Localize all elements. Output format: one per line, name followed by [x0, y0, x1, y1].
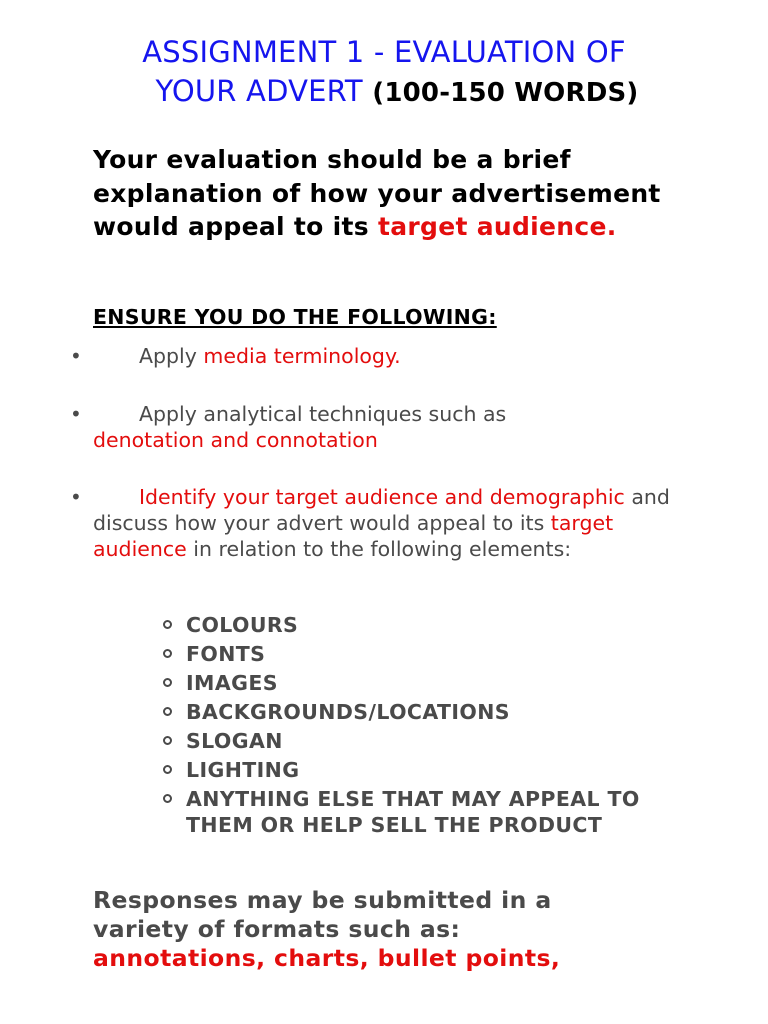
circle-bullet-icon: [163, 620, 172, 629]
list-item: LIGHTING: [162, 757, 682, 783]
bullet-text: Apply: [139, 344, 204, 368]
responses-paragraph: [93, 886, 653, 973]
bullet-text: Apply analytical techniques such as: [139, 402, 507, 426]
assignment-title-advert: YOUR ADVERT: [155, 74, 363, 108]
bullet-text-end: in relation to the following elements:: [186, 537, 572, 561]
intro-highlight: target audience.: [377, 212, 617, 241]
bullet-highlight: Identify your target audience and demographic: [139, 485, 625, 509]
bullet-item-target-audience: [70, 484, 683, 562]
elements-list: [162, 612, 682, 841]
list-item: SLOGAN: [162, 728, 682, 754]
circle-bullet-icon: [163, 707, 172, 716]
circle-bullet-icon: [163, 678, 172, 687]
circle-bullet-icon: [163, 765, 172, 774]
circle-bullet-icon: [163, 736, 172, 745]
intro-text: Your evaluation should be a brief explanation of how your advertisement would appeal to its: [93, 145, 661, 241]
bullet-text: and discuss how your advert would appeal to its: [93, 485, 670, 535]
bullet-item-media-terminology: [70, 343, 693, 369]
bullet-highlight: denotation and connotation: [93, 428, 378, 452]
circle-bullet-icon: [163, 794, 172, 803]
intro-paragraph: [93, 143, 713, 244]
bullet-highlight: media terminology.: [203, 344, 401, 368]
bullet-icon: •: [70, 344, 82, 368]
list-item: BACKGROUNDS/LOCATIONS: [162, 699, 682, 725]
list-item: FONTS: [162, 641, 682, 667]
bullet-icon: •: [70, 485, 82, 509]
word-count: (100-150 WORDS): [372, 78, 639, 108]
assignment-title-line1: ASSIGNMENT 1 - EVALUATION OF: [142, 35, 626, 69]
ensure-heading: ENSURE YOU DO THE FOLLOWING:: [93, 305, 497, 329]
responses-text: Responses may be submitted in a variety of formats such as:: [93, 886, 552, 943]
list-item: IMAGES: [162, 670, 682, 696]
responses-formats: annotations, charts, bullet points,: [93, 944, 561, 972]
list-item: ANYTHING ELSE THAT MAY APPEAL TO THEM OR HELP SELL THE PRODUCT: [162, 786, 656, 838]
assignment-title-line2: [13, 74, 768, 110]
bullet-highlight-audience: target audience: [93, 511, 614, 561]
circle-bullet-icon: [163, 649, 172, 658]
bullet-item-analytical-techniques: [70, 401, 693, 453]
bullet-icon: •: [70, 402, 82, 426]
list-item: COLOURS: [162, 612, 682, 638]
